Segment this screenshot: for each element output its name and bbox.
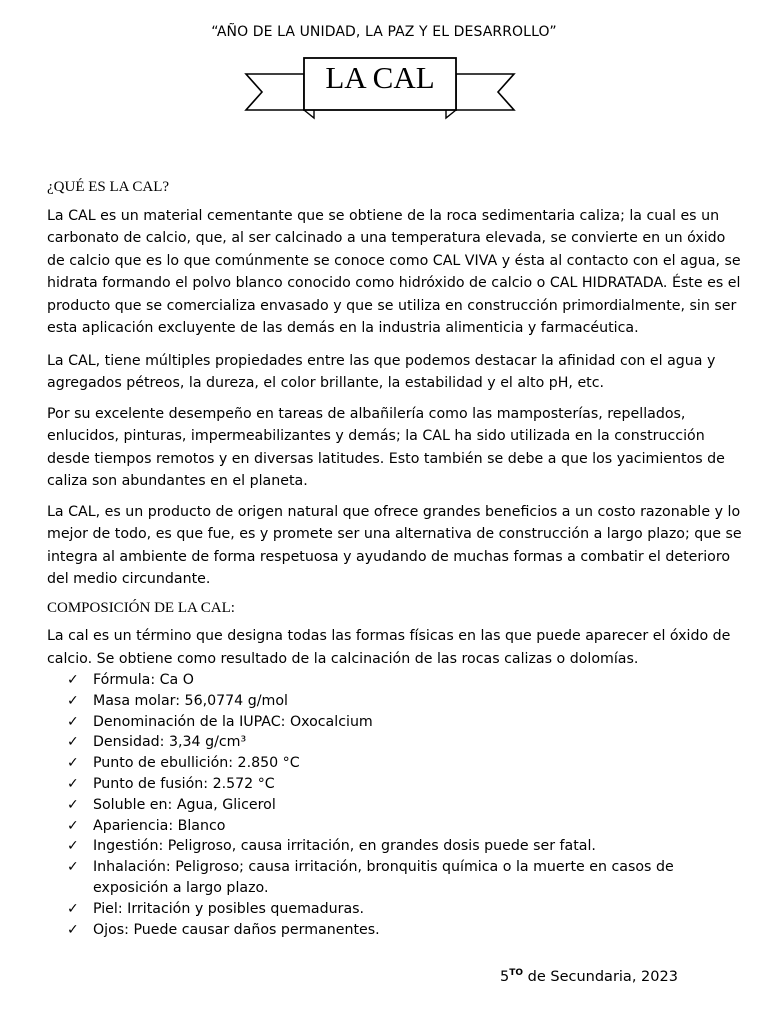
checkmark-icon: ✓: [67, 755, 79, 772]
checkmark-icon: ✓: [67, 734, 79, 751]
checkmark-icon: ✓: [67, 713, 79, 730]
document-body: [47, 176, 747, 940]
checkmark-icon: ✓: [67, 796, 79, 813]
list-item: ✓ Soluble en: Agua, Glicerol: [67, 795, 747, 816]
list-item: ✓ Masa molar: 56,0774 g/mol: [67, 691, 747, 712]
checkmark-icon: ✓: [67, 921, 79, 938]
list-item: ✓ Piel: Irritación y posibles quemaduras.: [67, 899, 747, 920]
motto: “AÑO DE LA UNIDAD, LA PAZ Y EL DESARROLLO”: [211, 24, 557, 40]
grade-text: de Secundaria, 2023: [523, 968, 678, 985]
paragraph-4: La CAL, es un producto de origen natural que ofrece grandes beneficios a un costo razonable y lo mejor de todo, es que fue, es y promete ser una alternativa de construcción a largo plazo; que se integra al ambiente de forma respetuosa y ayudando de muchas formas a combatir el deterioro del medio circundante.: [47, 503, 742, 587]
checkmark-icon: ✓: [67, 838, 79, 855]
checkmark-icon: ✓: [67, 817, 79, 834]
list-item: ✓ Ojos: Puede causar daños permanentes.: [67, 920, 747, 941]
checkmark-icon: ✓: [67, 900, 79, 917]
list-item: ✓ Ingestión: Peligroso, causa irritación, en grandes dosis puede ser fatal.: [67, 836, 747, 857]
list-item: ✓ Inhalación: Peligroso; causa irritación, bronquitis química o la muerte en casos de exposición a largo plazo.: [67, 859, 674, 896]
paragraph-1: La CAL es un material cementante que se obtiene de la roca sedimentaria caliza; la cual es un carbonato de calcio, que, al ser calcinado a una temperatura elevada, se convierte en un óxido de calcio que es lo que comúnmente se conoce como CAL VIVA y ésta al contacto con el agua, se hidrata formando el polvo blanco conocido como hidróxido de calcio o CAL HIDRATADA. Éste es el producto que se comercializa envasado y que se utiliza en construcción primordialmente, sin ser esta aplicación excluyente de las demás en la industria alimenticia y farmacéutica.: [47, 207, 741, 336]
page-title: LA CAL: [325, 60, 435, 95]
checkmark-icon: ✓: [67, 672, 79, 688]
list-item: ✓ Denominación de la IUPAC: Oxocalcium: [67, 712, 747, 733]
checkmark-icon: ✓: [67, 692, 79, 709]
paragraph-3: Por su excelente desempeño en tareas de albañilería como las mamposterías, repellados, enlucidos, pinturas, impermeabilizantes y demás; la CAL ha sido utilizada en la construcción desde tiempos remotos y en diversas latitudes. Esto también se debe a que los yacimientos de caliza son abundantes en el planeta.: [47, 405, 725, 489]
grade-suffix: TO: [509, 968, 524, 978]
section-heading-what-is: ¿QUÉ ES LA CAL?: [47, 179, 170, 195]
list-item: ✓ Apariencia: Blanco: [67, 816, 747, 837]
checkmark-icon: ✓: [67, 859, 79, 876]
list-item: ✓ Densidad: 3,34 g/cm³: [67, 732, 747, 753]
grade-number: 5: [500, 968, 510, 985]
footer-grade: [500, 968, 678, 985]
list-item: ✓ Punto de fusión: 2.572 °C: [67, 774, 747, 795]
list-item: ✓ Fórmula: Ca O: [67, 670, 747, 691]
properties-list: [47, 670, 747, 940]
checkmark-icon: ✓: [67, 775, 79, 792]
paragraph-2: La CAL, tiene múltiples propiedades entre las que podemos destacar la afinidad con el agua y agregados pétreos, la dureza, el color brillante, la estabilidad y el alto pH, etc.: [47, 352, 716, 391]
section-heading-composition: COMPOSICIÓN DE LA CAL:: [47, 599, 235, 616]
composition-intro: La cal es un término que designa todas las formas físicas en las que puede aparecer el óxido de calcio. Se obtiene como resultado de la calcinación de las rocas calizas o dolomías.: [47, 628, 731, 667]
list-item: ✓ Punto de ebullición: 2.850 °C: [67, 753, 747, 774]
